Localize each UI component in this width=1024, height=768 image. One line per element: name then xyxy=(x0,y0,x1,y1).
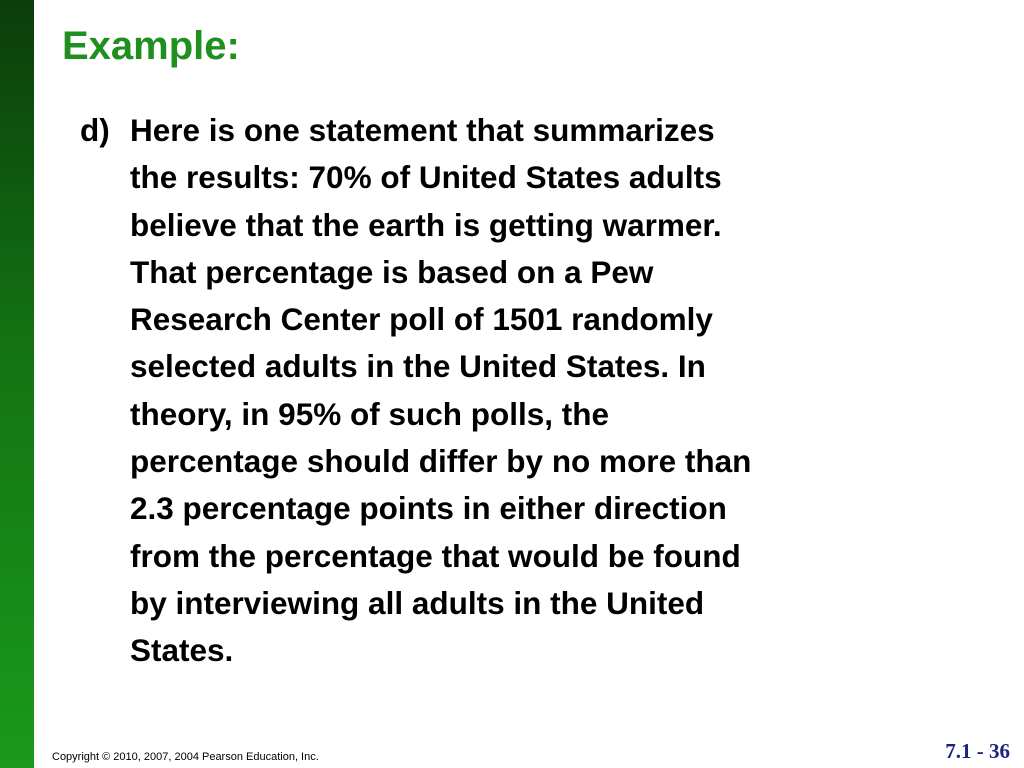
item-text-line: That percentage is based on a Pew xyxy=(130,253,654,290)
item-text-line: from the percentage that would be found xyxy=(130,537,741,574)
item-text-line: States. xyxy=(130,632,234,669)
list-item xyxy=(80,107,930,675)
item-text-line: Here is one statement that summarizes xyxy=(130,112,715,148)
item-text-line: by interviewing all adults in the United xyxy=(130,584,705,621)
slide-title: Example: xyxy=(62,24,240,68)
item-text-line: believe that the earth is getting warmer. xyxy=(130,206,722,243)
item-text-line: the results: 70% of United States adults xyxy=(130,159,722,196)
slide-number: 7.1 - 36 xyxy=(945,739,1010,763)
item-marker: d) xyxy=(80,112,110,148)
item-text-line: 2.3 percentage points in either direction xyxy=(130,490,727,527)
item-text-line: Research Center poll of 1501 randomly xyxy=(130,301,713,338)
copyright-notice: Copyright © 2010, 2007, 2004 Pearson Education, Inc. xyxy=(52,751,319,763)
item-text-line: selected adults in the United States. In xyxy=(130,348,706,385)
item-text-line: theory, in 95% of such polls, the xyxy=(130,395,609,432)
item-text xyxy=(130,107,930,675)
item-text-line: percentage should differ by no more than xyxy=(130,443,752,480)
side-accent-bar xyxy=(0,0,34,768)
